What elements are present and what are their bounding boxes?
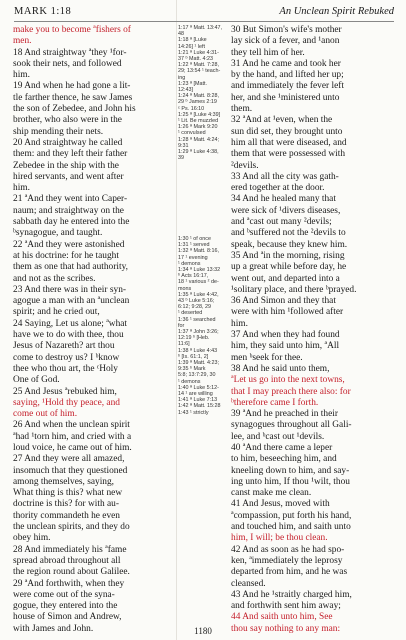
cross-reference-line: 1:22 ª Matt. 7:28, — [178, 62, 219, 69]
verse-line: ᵇsynagogue, and taught. — [13, 228, 103, 239]
cross-reference-line: 1:39 ª Matt. 4:23; — [178, 359, 219, 366]
cross-reference-line: 1:31 ¹ served — [178, 242, 210, 249]
cross-reference-line: 1:30 ¹ of once — [178, 235, 211, 242]
cross-reference-line: 5:8; 13:7:29, 30 — [178, 372, 216, 379]
verse-line: synagogues throughout all Gali- — [231, 420, 352, 431]
cross-reference-line: 1:29 ª Luke 4:38, — [178, 149, 219, 156]
verse-line: 42 And as soon as he had spo- — [231, 544, 345, 555]
verse-line: hired servants, and went after — [13, 171, 124, 182]
cross-reference-line: 37 ᵇ Matt. 4:23 — [178, 56, 213, 63]
cross-reference-line: 17 ¹ evening — [178, 254, 208, 261]
verse-line: house of Simon and Andrew, — [13, 612, 122, 623]
verse-line: 22 ªAnd they were astonished — [13, 239, 125, 250]
cross-reference-line: 9:35 ᵇ Mark — [178, 366, 206, 373]
cross-reference-line: 1:26 ª Mark 9:20 — [178, 124, 218, 131]
cross-reference-line: 12:43] — [178, 87, 193, 94]
verse-line: speak, because they knew him. — [231, 239, 348, 250]
cross-reference-line: mons — [178, 285, 192, 292]
verse-line: up a great while before day, he — [231, 262, 347, 273]
cross-reference-line: 1:23 ª [Matt. — [178, 80, 207, 87]
verse-line: 26 And when the unclean spirit — [13, 420, 130, 431]
cross-reference-line: 1:34 ª Luke 13:32 — [178, 266, 221, 273]
verse-line: 39 ªAnd he preached in their — [231, 409, 338, 420]
cross-reference-line: 1:41 ª Luke 7:13 — [178, 397, 218, 404]
cross-reference-line: 1:38 ª Luke 4:43 — [178, 347, 218, 354]
cross-reference-line: 6:12; 9:28, 29 — [178, 304, 211, 311]
verse-line: were with him ¹followed after — [231, 307, 344, 318]
verse-line: 32 ªAnd at ¹even, when the — [231, 115, 333, 126]
verse-line: ªLet us go into the next towns, — [231, 375, 345, 386]
verse-line: the region round about Galilee. — [13, 567, 130, 578]
verse-line: him, I will; be thou clean. — [231, 533, 328, 544]
verse-line: lay sick of a fever, and ¹anon — [231, 36, 340, 47]
cross-reference-line: for — [178, 322, 185, 329]
verse-line: ing unto him, If thou ¹wilt, thou — [231, 476, 350, 487]
cross-reference-line: 43 ᵇ Luke 5:16; — [178, 297, 215, 304]
verse-line: the son of Zebedee, and John his — [13, 104, 136, 115]
verse-line: him. — [231, 318, 248, 329]
verse-line: 43 And he ¹straitly charged him, — [231, 589, 352, 600]
verse-line: have we to do with thee, thou — [13, 330, 124, 341]
cross-reference-line: 1:35 ª Luke 4:42, — [178, 291, 219, 298]
verse-line: insomuch that they questioned — [13, 465, 128, 476]
cross-reference-line: 48 — [178, 31, 184, 38]
verse-line: were come out of the syna- — [13, 589, 115, 600]
verse-line: them that were possessed with — [231, 149, 346, 160]
verse-line: cleansed. — [231, 578, 266, 589]
verse-line: the unclean spirits, and they do — [13, 522, 130, 533]
verse-line: ªhad ¹torn him, and cried with a — [13, 431, 132, 442]
cross-reference-line: 1:40 ª Luke 5:12- — [178, 384, 219, 391]
cross-reference-column — [178, 25, 226, 416]
verse-line: him. — [13, 183, 30, 194]
verse-line: 34 And he healed many that — [231, 194, 336, 205]
verse-line: 29 ªAnd forthwith, when they — [13, 578, 125, 589]
verse-line: make you to become ªfishers of — [13, 25, 131, 35]
verse-line: departed from him, and he was — [231, 567, 348, 578]
verse-line: 18 And straightway ªthey ¹for- — [13, 47, 127, 58]
cross-reference-line: 1:43 ¹ strictly — [178, 409, 209, 416]
verse-line: 20 And straightway he called — [13, 137, 123, 148]
cross-reference-line: 14 ¹ are willing — [178, 390, 213, 397]
cross-reference-line: 12:19 ᵇ [Heb. — [178, 335, 210, 342]
verse-line: 38 And he said unto them, — [231, 363, 330, 374]
cross-reference-line: ¹ demons — [178, 378, 201, 385]
verse-line: and touched him, and saith unto — [231, 522, 351, 533]
verse-line: ªcompassion, put forth his hand, — [231, 510, 352, 521]
verse-line: thou say nothing to any man: — [231, 623, 341, 634]
verse-line: ²devils. — [231, 160, 259, 171]
cross-reference-line: ¹ deserted — [178, 310, 203, 317]
verse-line: thee who thou art, the ᶜHoly — [13, 363, 118, 374]
verse-line: him. — [13, 70, 30, 81]
verse-line: 41 And Jesus, moved with — [231, 499, 330, 510]
cross-reference-line: 29; 13:54 ¹ teach- — [178, 68, 221, 75]
cross-reference-line: ¹ Lit. Be muzzled — [178, 118, 219, 125]
cross-reference-line: 14:26] ¹ left — [178, 43, 205, 50]
verse-line: ken, ªimmediately the leprosy — [231, 555, 343, 566]
verse-line: canst make me clean. — [231, 488, 312, 499]
verse-line: ship mending their nets. — [13, 126, 104, 137]
verse-line: 44 And saith unto him, See — [231, 612, 333, 623]
verse-line: that I may preach there also: for — [231, 386, 351, 397]
verse-line: them as one that had authority, — [13, 262, 128, 273]
verse-line: men. — [13, 36, 32, 47]
verse-line: sook their nets, and followed — [13, 58, 122, 69]
verse-line: 21 ªAnd they went into Caper- — [13, 194, 128, 205]
verse-line: to him, beseeching him, and — [231, 454, 337, 465]
cross-reference-line: ᵇ [Is. 61:1, 2] — [178, 353, 209, 360]
text-column-right — [231, 25, 394, 635]
page-number: 1180 — [194, 626, 212, 636]
cross-reference-line: ing — [178, 74, 186, 81]
verse-line: brother, who also were in the — [13, 115, 122, 126]
running-header — [14, 6, 394, 22]
verse-line: 31 And he came and took her — [231, 58, 341, 69]
cross-reference-line: 1:28 ª Matt. 4:24; — [178, 136, 219, 143]
verse-line: and ᵇsuffered not the ²devils to — [231, 228, 346, 239]
cross-reference-line: ᶜ Ps. 16:10 — [178, 105, 205, 112]
verse-line: sabbath day he entered into the — [13, 217, 130, 228]
verse-line: ¹solitary place, and there ᵇprayed. — [231, 284, 357, 295]
cross-reference-line: ¹ demons — [178, 260, 201, 267]
cross-reference-line: 1:17 ª Matt. 13:47, — [178, 25, 222, 31]
verse-line: Jesus of Nazareth? art thou — [13, 341, 115, 352]
verse-line: men ᵇseek for thee. — [231, 352, 303, 363]
cross-reference-line: 29 ᵇ James 2:19 — [178, 99, 217, 106]
verse-line: ered together at the door. — [231, 183, 325, 194]
verse-line: ᵇtherefore came I forth. — [231, 397, 319, 408]
cross-reference-line: ¹ convulsed — [178, 130, 206, 137]
verse-line: spirit; and he cried out, — [13, 307, 100, 318]
cross-reference-line: 1:32 ª Matt. 8:16, — [178, 248, 219, 255]
verse-line: 30 But Simon's wife's mother — [231, 25, 342, 35]
header-rule — [14, 21, 394, 22]
verse-line: 24 Saying, Let us alone; ªwhat — [13, 318, 128, 329]
verse-line: them: and they left their father — [13, 149, 128, 160]
verse-line: kneeling down to him, and say- — [231, 465, 350, 476]
verse-line: by the hand, and lifted her up; — [231, 70, 344, 81]
verse-line: saying, ¹Hold thy peace, and — [13, 397, 120, 408]
verse-line: went out, and departed into a — [231, 273, 340, 284]
verse-line: and not as the scribes. — [13, 273, 96, 284]
verse-line: loud voice, he came out of him. — [13, 442, 132, 453]
verse-line: were sick of ¹divers diseases, — [231, 205, 341, 216]
verse-line: gogue, they entered into the — [13, 601, 118, 612]
cross-reference-line: 18 ¹ various ² de- — [178, 279, 219, 286]
cross-reference-line: 1:21 ª Luke 4:31- — [178, 49, 219, 56]
cross-reference-line: 1:42 ª Matt. 15:28 — [178, 403, 221, 410]
verse-line: 35 And ªin the morning, rising — [231, 250, 345, 261]
verse-line: 27 And they were all amazed, — [13, 454, 125, 465]
verse-line: 28 And immediately his ªfame — [13, 544, 127, 555]
verse-line: her, and she ¹ministered unto — [231, 92, 340, 103]
verse-line: agogue a man with an ªunclean — [13, 296, 130, 307]
cross-reference-line: 1:37 ª John 3:26; — [178, 328, 219, 335]
verse-line: 19 And when he had gone a lit- — [13, 81, 131, 92]
verse-line: him, they said unto him, ªAll — [231, 341, 340, 352]
header-reference: MARK 1:18 — [14, 6, 72, 17]
verse-line: and ªcast out many ²devils; — [231, 217, 332, 228]
verse-line: naum; and straightway on the — [13, 205, 124, 216]
cross-reference-line: ᵇ Acts 16:17, — [178, 273, 209, 280]
cross-reference-line: 1:36 ¹ searched — [178, 316, 216, 323]
cross-reference-line: 11:6] — [178, 341, 190, 348]
verse-line: among themselves, saying, — [13, 476, 115, 487]
text-column-left — [13, 25, 172, 635]
verse-line: thority commandeth he even — [13, 510, 120, 521]
verse-line: Zebedee in the ship with the — [13, 160, 119, 171]
verse-line: One of God. — [13, 375, 60, 386]
verse-line: and forthwith sent him away; — [231, 601, 341, 612]
verse-line: What thing is this? what new — [13, 488, 123, 499]
verse-line: come to destroy us? I ᵇknow — [13, 352, 120, 363]
verse-line: 25 And Jesus ªrebuked him, — [13, 386, 117, 397]
verse-line: him all that were diseased, and — [231, 137, 347, 148]
cross-reference-line: 39 — [178, 155, 184, 162]
verse-line: at his doctrine: for he taught — [13, 250, 119, 261]
verse-line: come out of him. — [13, 409, 78, 420]
verse-line: 36 And Simon and they that — [231, 296, 336, 307]
verse-line: 23 And there was in their syn- — [13, 284, 126, 295]
verse-line: them. — [231, 104, 253, 115]
verse-line: and immediately the fever left — [231, 81, 344, 92]
verse-line: sun did set, they brought unto — [231, 126, 343, 137]
cross-reference-line: 9:31 — [178, 142, 189, 149]
verse-line: tle farther thence, he saw James — [13, 92, 133, 103]
verse-line: doctrine is this? for with au- — [13, 499, 119, 510]
verse-line: obey him. — [13, 533, 51, 544]
cross-reference-line: 1:24 ª Matt. 8:28, — [178, 93, 219, 100]
verse-line: they tell him of her. — [231, 47, 305, 58]
verse-line: 33 And all the city was gath- — [231, 171, 339, 182]
verse-line: spread abroad throughout all — [13, 555, 121, 566]
verse-line: 40 ªAnd there came a leper — [231, 442, 333, 453]
gutter-shade — [176, 0, 177, 640]
verse-line: with James and John. — [13, 623, 94, 634]
verse-line: lee, and ᵇcast out ¹devils. — [231, 431, 325, 442]
cross-reference-line: 1:18 ª [Luke — [178, 37, 207, 44]
header-title: An Unclean Spirit Rebuked — [279, 6, 394, 17]
cross-reference-line: 1:25 ª [Luke 4:39] — [178, 111, 221, 118]
verse-line: 37 And when they had found — [231, 330, 340, 341]
